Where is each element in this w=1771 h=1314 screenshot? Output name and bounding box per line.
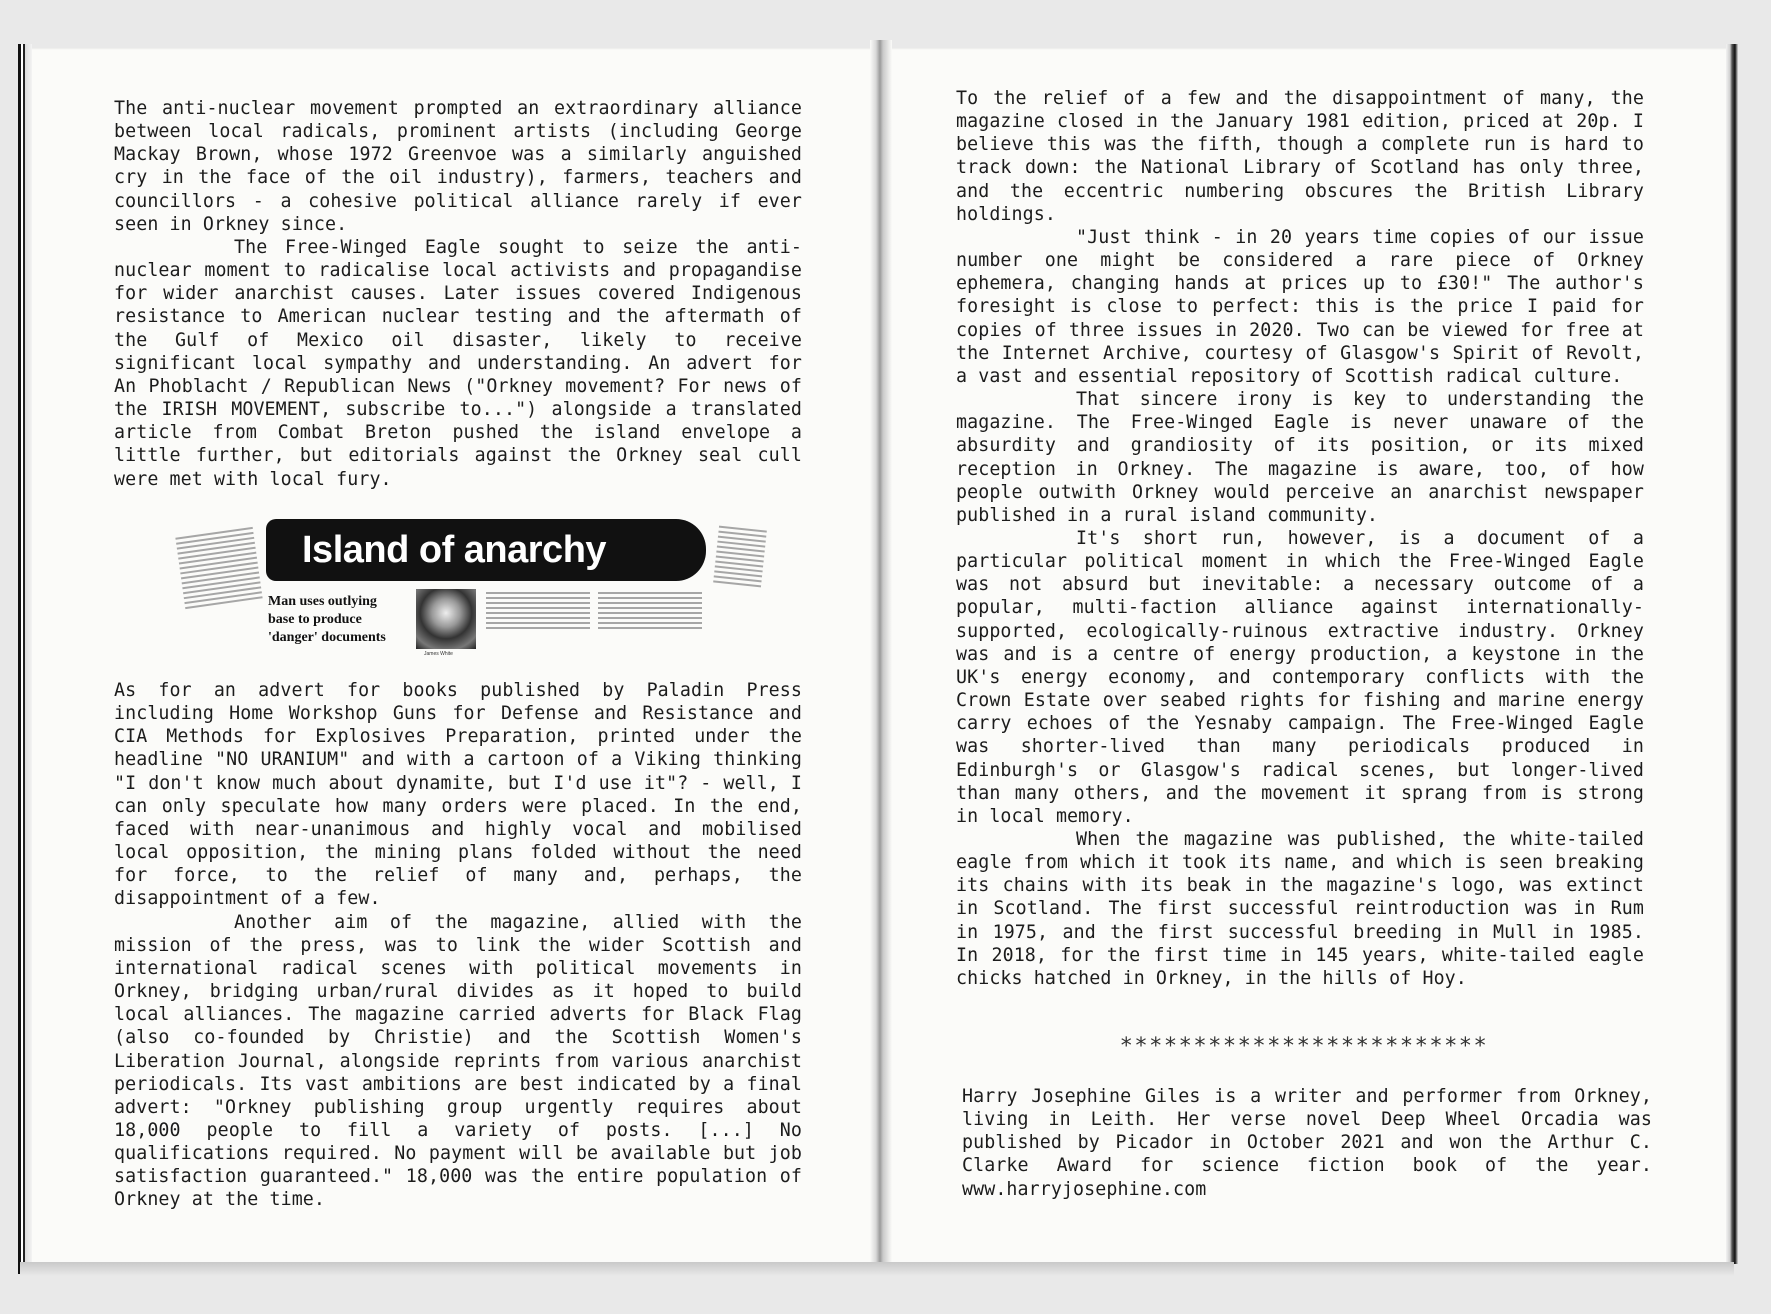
left-page-edge xyxy=(18,44,32,1274)
author-bio-text: Harry Josephine Giles is a writer and performer from Orkney, living in Leith. Her verse novel Deep Wheel Orcadia was published by Picador in October 2021 and won the Arthur C. Clarke Award for science fiction book of the year. www.harryjosephine.com xyxy=(962,1086,1652,1200)
left-paragraph-2: The Free-Winged Eagle sought to seize the anti-nuclear moment to radicalise local activists and propagandise for wider anarchist causes. Later issues covered Indigenous resistance to American nuclear testing and the aftermath of the Gulf of Mexico oil disaster, likely to receive significant local sympathy and understanding. An advert for An Phoblacht / Republican News ("Orkney movement? For news of the IRISH MOVEMENT, subscribe to...") alongside a translated article from Combat Breton pushed the island envelope a little further, but editorials against the Orkney seal cull were met with local fury. xyxy=(114,236,802,490)
left-paragraph-3: As for an advert for books published by Paladin Press including Home Workshop Guns for Defense and Resistance and CIA Methods for Explosives Preparation, printed under the headline "NO URANIUM" and with a cartoon of a Viking thinking "I don't know much about dynamite, but I'd use it"? - well, I can only speculate how many orders were placed. In the end, faced with near-unanimous and highly vocal and mobilised local opposition, the mining plans folded without the need for force, to the relief of many and, perhaps, the disappointment of a few. xyxy=(114,680,802,910)
clipping-subhead: Man uses outlying base to produce 'danger' documents xyxy=(268,594,386,645)
right-text-top xyxy=(956,87,1644,990)
newspaper-clipping xyxy=(180,515,766,665)
author-bio xyxy=(962,1085,1652,1201)
right-paragraph-4: It's short run, however, is a document of a particular political moment in which the Free-Winged Eagle was not absurd but inevitable: a necessary outcome of a popular, multi-faction alliance against internationally-supported, ecologically-ruinous extractive industry. Orkney was and is a centre of energy production, a keystone in the UK's energy economy, and contemporary conflicts with the Crown Estate over seabed rights for fishing and marine energy carry echoes of the Yesnaby campaign. The Free-Winged Eagle was shorter-lived than many periodicals produced in Edinburgh's or Glasgow's radical scenes, but longer-lived than many others, and the movement it sprang from is strong in local memory. xyxy=(956,527,1644,827)
clipping-photo xyxy=(416,589,476,649)
left-text-top xyxy=(114,97,802,491)
right-paragraph-1: To the relief of a few and the disappointment of many, the magazine closed in the January 1981 edition, priced at 20p. I believe this was the fifth, though a complete run is hard to track down: the National Library of Scotland has only three, and the eccentric numbering obscures the British Library holdings. xyxy=(956,88,1644,225)
left-paragraph-1: The anti-nuclear movement prompted an extraordinary alliance between local radicals, prominent artists (including George Mackay Brown, whose 1972 Greenvoe was a similarly anguished cry in the face of the oil industry), farmers, teachers and councillors - a cohesive political alliance rarely if ever seen in Orkney since. xyxy=(114,98,802,235)
left-paragraph-4: Another aim of the magazine, allied with the mission of the press, was to link the wider Scottish and international radical scenes with political movements in Orkney, bridging urban/rural divides as it hoped to build local alliances. The magazine carried adverts for Black Flag (also co-founded by Christie) and the Scottish Women's Liberation Journal, alongside reprints from various anarchist periodicals. Its vast ambitions are best indicated by a final advert: "Orkney publishing group urgently requires about 18,000 people to fill a variety of posts. [...] No qualifications required. No payment will be available but job satisfaction guaranteed." 18,000 was the entire population of Orkney at the time. xyxy=(114,911,802,1211)
section-separator: ************************* xyxy=(1119,1034,1489,1059)
right-page-edge xyxy=(1726,44,1738,1264)
bottom-shadow xyxy=(20,1262,1734,1276)
left-text-bottom xyxy=(114,679,802,1212)
right-paragraph-2: "Just think - in 20 years time copies of our issue number one might be considered a rare piece of Orkney ephemera, changing hands at prices up to £30!" The author's foresight is close to perfect: this is the price I paid for copies of three issues in 2020. Two can be viewed for free at the Internet Archive, courtesy of Glasgow's Spirit of Revolt, a vast and essential repository of Scottish radical culture. xyxy=(956,226,1644,387)
book-gutter xyxy=(870,40,892,1274)
clipping-column-1 xyxy=(486,589,590,632)
clipping-headline: Island of anarchy xyxy=(266,519,706,581)
clipping-photo-caption: James White xyxy=(424,651,453,657)
right-paragraph-3: That sincere irony is key to understanding the magazine. The Free-Winged Eagle is never unaware of the absurdity and grandiosity of its position, or its mixed reception in Orkney. The magazine is aware, too, of how people outwith Orkney would perceive an anarchist newspaper published in a rural island community. xyxy=(956,389,1644,526)
right-paragraph-5: When the magazine was published, the white-tailed eagle from which it took its name, and which is seen breaking its chains with its beak in the magazine's logo, was extinct in Scotland. The first successful reintroduction was in Rum in 1975, and the first successful breeding in Mull in 1985. In 2018, for the first time in 145 years, white-tailed eagle chicks hatched in Orkney, in the hills of Hoy. xyxy=(956,829,1644,989)
clipping-text-right xyxy=(713,523,767,591)
clipping-column-2 xyxy=(598,589,702,632)
clipping-text-left xyxy=(175,524,263,612)
